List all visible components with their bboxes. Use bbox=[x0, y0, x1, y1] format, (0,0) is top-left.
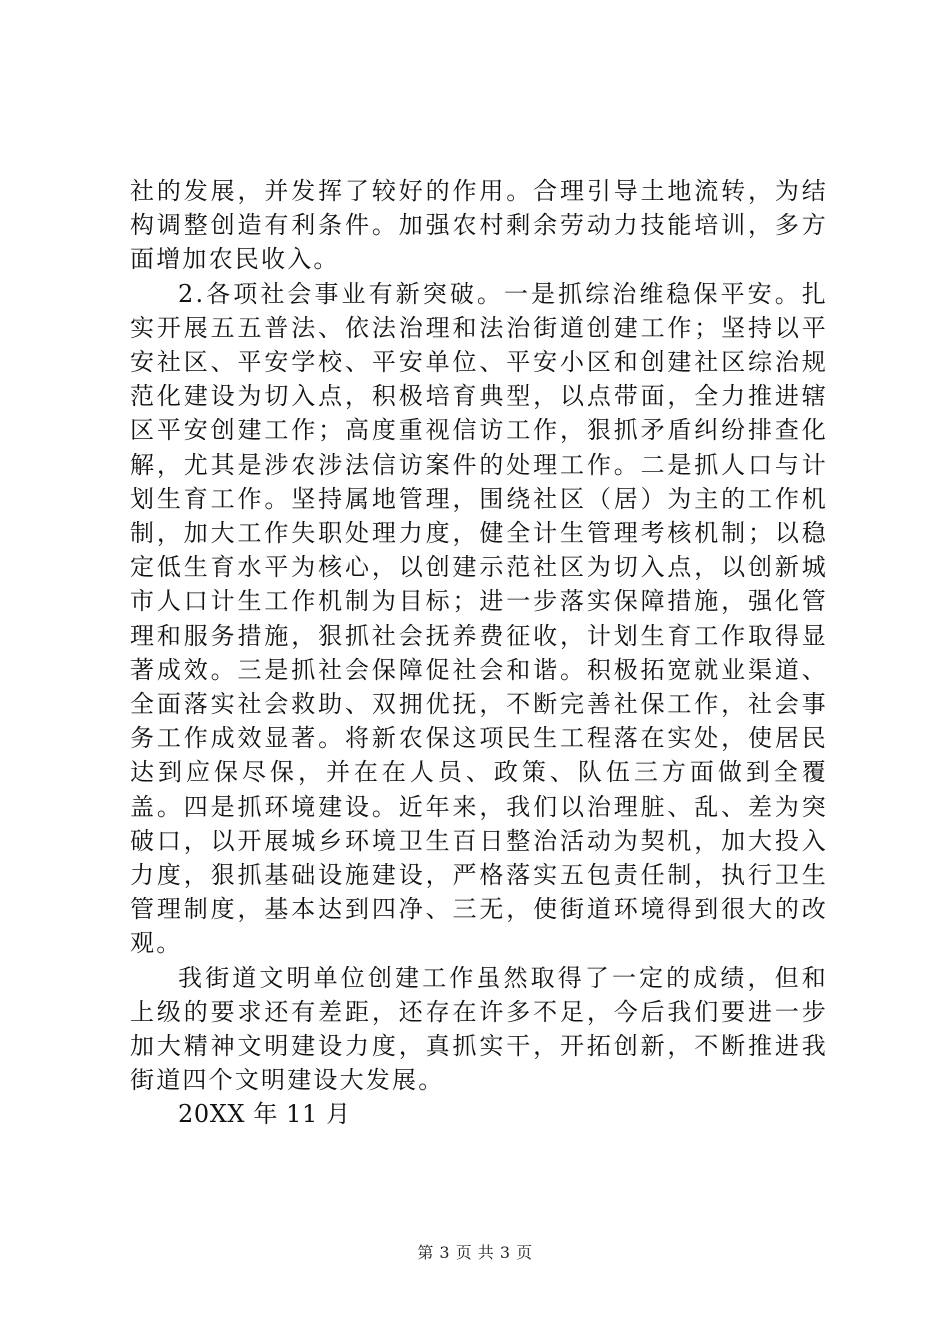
paragraph-social-undertakings: 2.各项社会事业有新突破。一是抓综治维稳保平安。扎实开展五五普法、依法治理和法治街道创建工作；坚持以平安社区、平安学校、平安单位、平安小区和创建社区综治规范化建设为切入点，积极培育典型，以点带面，全力推进辖区平安创建工作；高度重视信访工作，狠抓矛盾纠纷排查化解，尤其是涉农涉法信访案件的处理工作。二是抓人口与计划生育工作。坚持属地管理，围绕社区（居）为主的工作机制，加大工作失职处理力度，健全计生管理考核机制；以稳定低生育水平为核心，以创建示范社区为切入点，以创新城市人口计生工作机制为目标；进一步落实保障措施，强化管理和服务措施，狠抓社会抚养费征收，计划生育工作取得显著成效。三是抓社会保障促社会和谐。积极拓宽就业渠道、全面落实社会救助、双拥优抚，不断完善社保工作，社会事务工作成效显著。将新农保这项民生工程落在实处，使居民达到应保尽保，并在在人员、政策、队伍三方面做到全覆盖。四是抓环境建设。近年来，我们以治理脏、乱、差为突破口，以开展城乡环境卫生百日整治活动为契机，加大投入力度，狠抓基础设施建设，严格落实五包责任制，执行卫生管理制度，基本达到四净、三无，使街道环境得到很大的改观。 bbox=[130, 279, 828, 958]
document-date: 20XX 年 11 月 bbox=[178, 1100, 351, 1129]
paragraph-continuation: 社的发展，并发挥了较好的作用。合理引导土地流转，为结构调整创造有利条件。加强农村剩余劳动力技能培训，多方面增加农民收入。 bbox=[130, 177, 828, 274]
document-body bbox=[130, 174, 828, 1132]
page-footer: 第 3 页 共 3 页 bbox=[417, 1243, 533, 1262]
paragraph-conclusion: 我街道文明单位创建工作虽然取得了一定的成绩，但和上级的要求还有差距，还存在许多不足，今后我们要进一步加大精神文明建设力度，真抓实干，开拓创新，不断推进我街道四个文明建设大发展。 bbox=[130, 963, 828, 1095]
